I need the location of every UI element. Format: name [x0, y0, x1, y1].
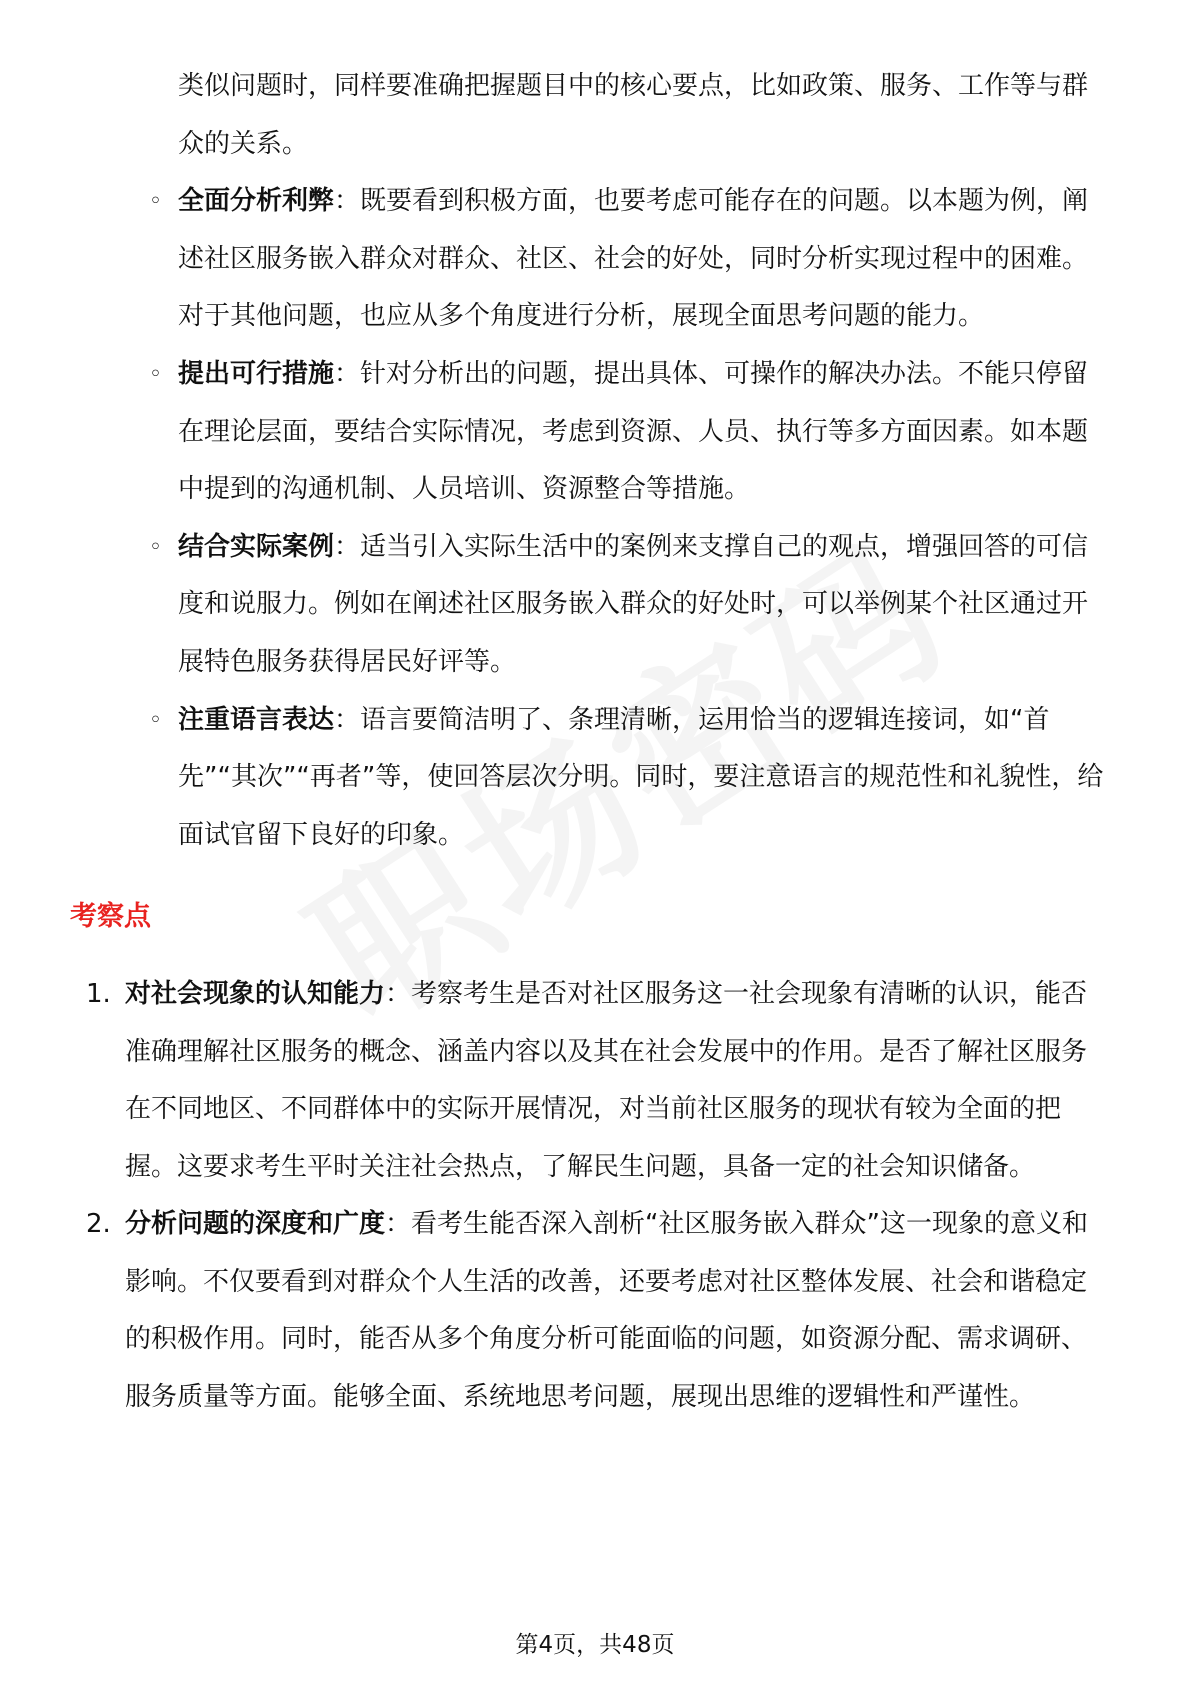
section-heading: 考察点 [70, 901, 151, 933]
hollow-circle-bullet-icon: ◦ [149, 361, 162, 387]
continuation-paragraph: 类似问题时，同样要准确把握题目中的核心要点，比如政策、服务、工作等与群众的关系。 [178, 71, 1089, 159]
page-footer: 第4页，共48页 [515, 1632, 675, 1658]
item-text: ：考察考生是否对社区服务这一社会现象有清晰的认识，能否准确理解社区服务的概念、涵盖内容以及其在社会发展中的作用。是否了解社区服务在不同地区、不同群体中的实际开展情况，对当前社区服务的现状有较为全面的把握。这要求考生平时关注社会热点，了解民生问题，具备一定的社会知识储备。 [125, 978, 1088, 1182]
bullet-text: ：针对分析出的问题，提出具体、可操作的解决办法。不能只停留在理论层面，要结合实际情况，考虑到资源、人员、执行等多方面因素。如本题中提到的沟通机制、人员培训、资源整合等措施。 [178, 358, 1089, 505]
bullet-term: 注重语言表达 [178, 704, 335, 735]
bullet-term: 全面分析利弊 [178, 186, 335, 217]
bullet-item [149, 173, 1113, 346]
numbered-item [86, 966, 1112, 1196]
tips-bullet-list [0, 173, 1190, 864]
bullet-text: ：既要看到积极方面，也要考虑可能存在的问题。以本题为例，阐述社区服务嵌入群众对群众、社区、社会的好处，同时分析实现过程中的困难。对于其他问题，也应从多个角度进行分析，展现全面思考问题的能力。 [178, 186, 1089, 332]
bullet-text: ：语言要简洁明了、条理清晰，运用恰当的逻辑连接词，如“首先”“其次”“再者”等，使回答层次分明。同时，要注意语言的规范性和礼貌性，给面试官留下良好的印象。 [178, 704, 1104, 850]
item-term: 对社会现象的认知能力 [125, 978, 386, 1009]
item-number: 2. [86, 1209, 111, 1240]
page-content [0, 58, 1190, 1427]
bullet-item [149, 346, 1113, 519]
bullet-text: ：适当引入实际生活中的案例来支撑自己的观点，增强回答的可信度和说服力。例如在阐述社区服务嵌入群众的好处时，可以举例某个社区通过开展特色服务获得居民好评等。 [178, 531, 1089, 677]
evaluation-points-list [0, 966, 1190, 1427]
item-text: ：看考生能否深入剖析“社区服务嵌入群众”这一现象的意义和影响。不仅要看到对群众个人生活的改善，还要考虑对社区整体发展、社会和谐稳定的积极作用。同时，能否从多个角度分析可能面临的问题，如资源分配、需求调研、服务质量等方面。能够全面、系统地思考问题，展现出思维的逻辑性和严谨性。 [125, 1209, 1088, 1413]
bullet-item [149, 519, 1113, 692]
hollow-circle-bullet-icon: ◦ [149, 707, 162, 733]
bullet-term: 结合实际案例 [178, 531, 335, 562]
item-number: 1. [86, 978, 111, 1009]
bullet-term: 提出可行措施 [178, 358, 335, 389]
item-term: 分析问题的深度和广度 [125, 1209, 386, 1240]
hollow-circle-bullet-icon: ◦ [149, 189, 162, 215]
bullet-item [149, 692, 1113, 865]
numbered-item [86, 1196, 1112, 1426]
hollow-circle-bullet-icon: ◦ [149, 534, 162, 560]
